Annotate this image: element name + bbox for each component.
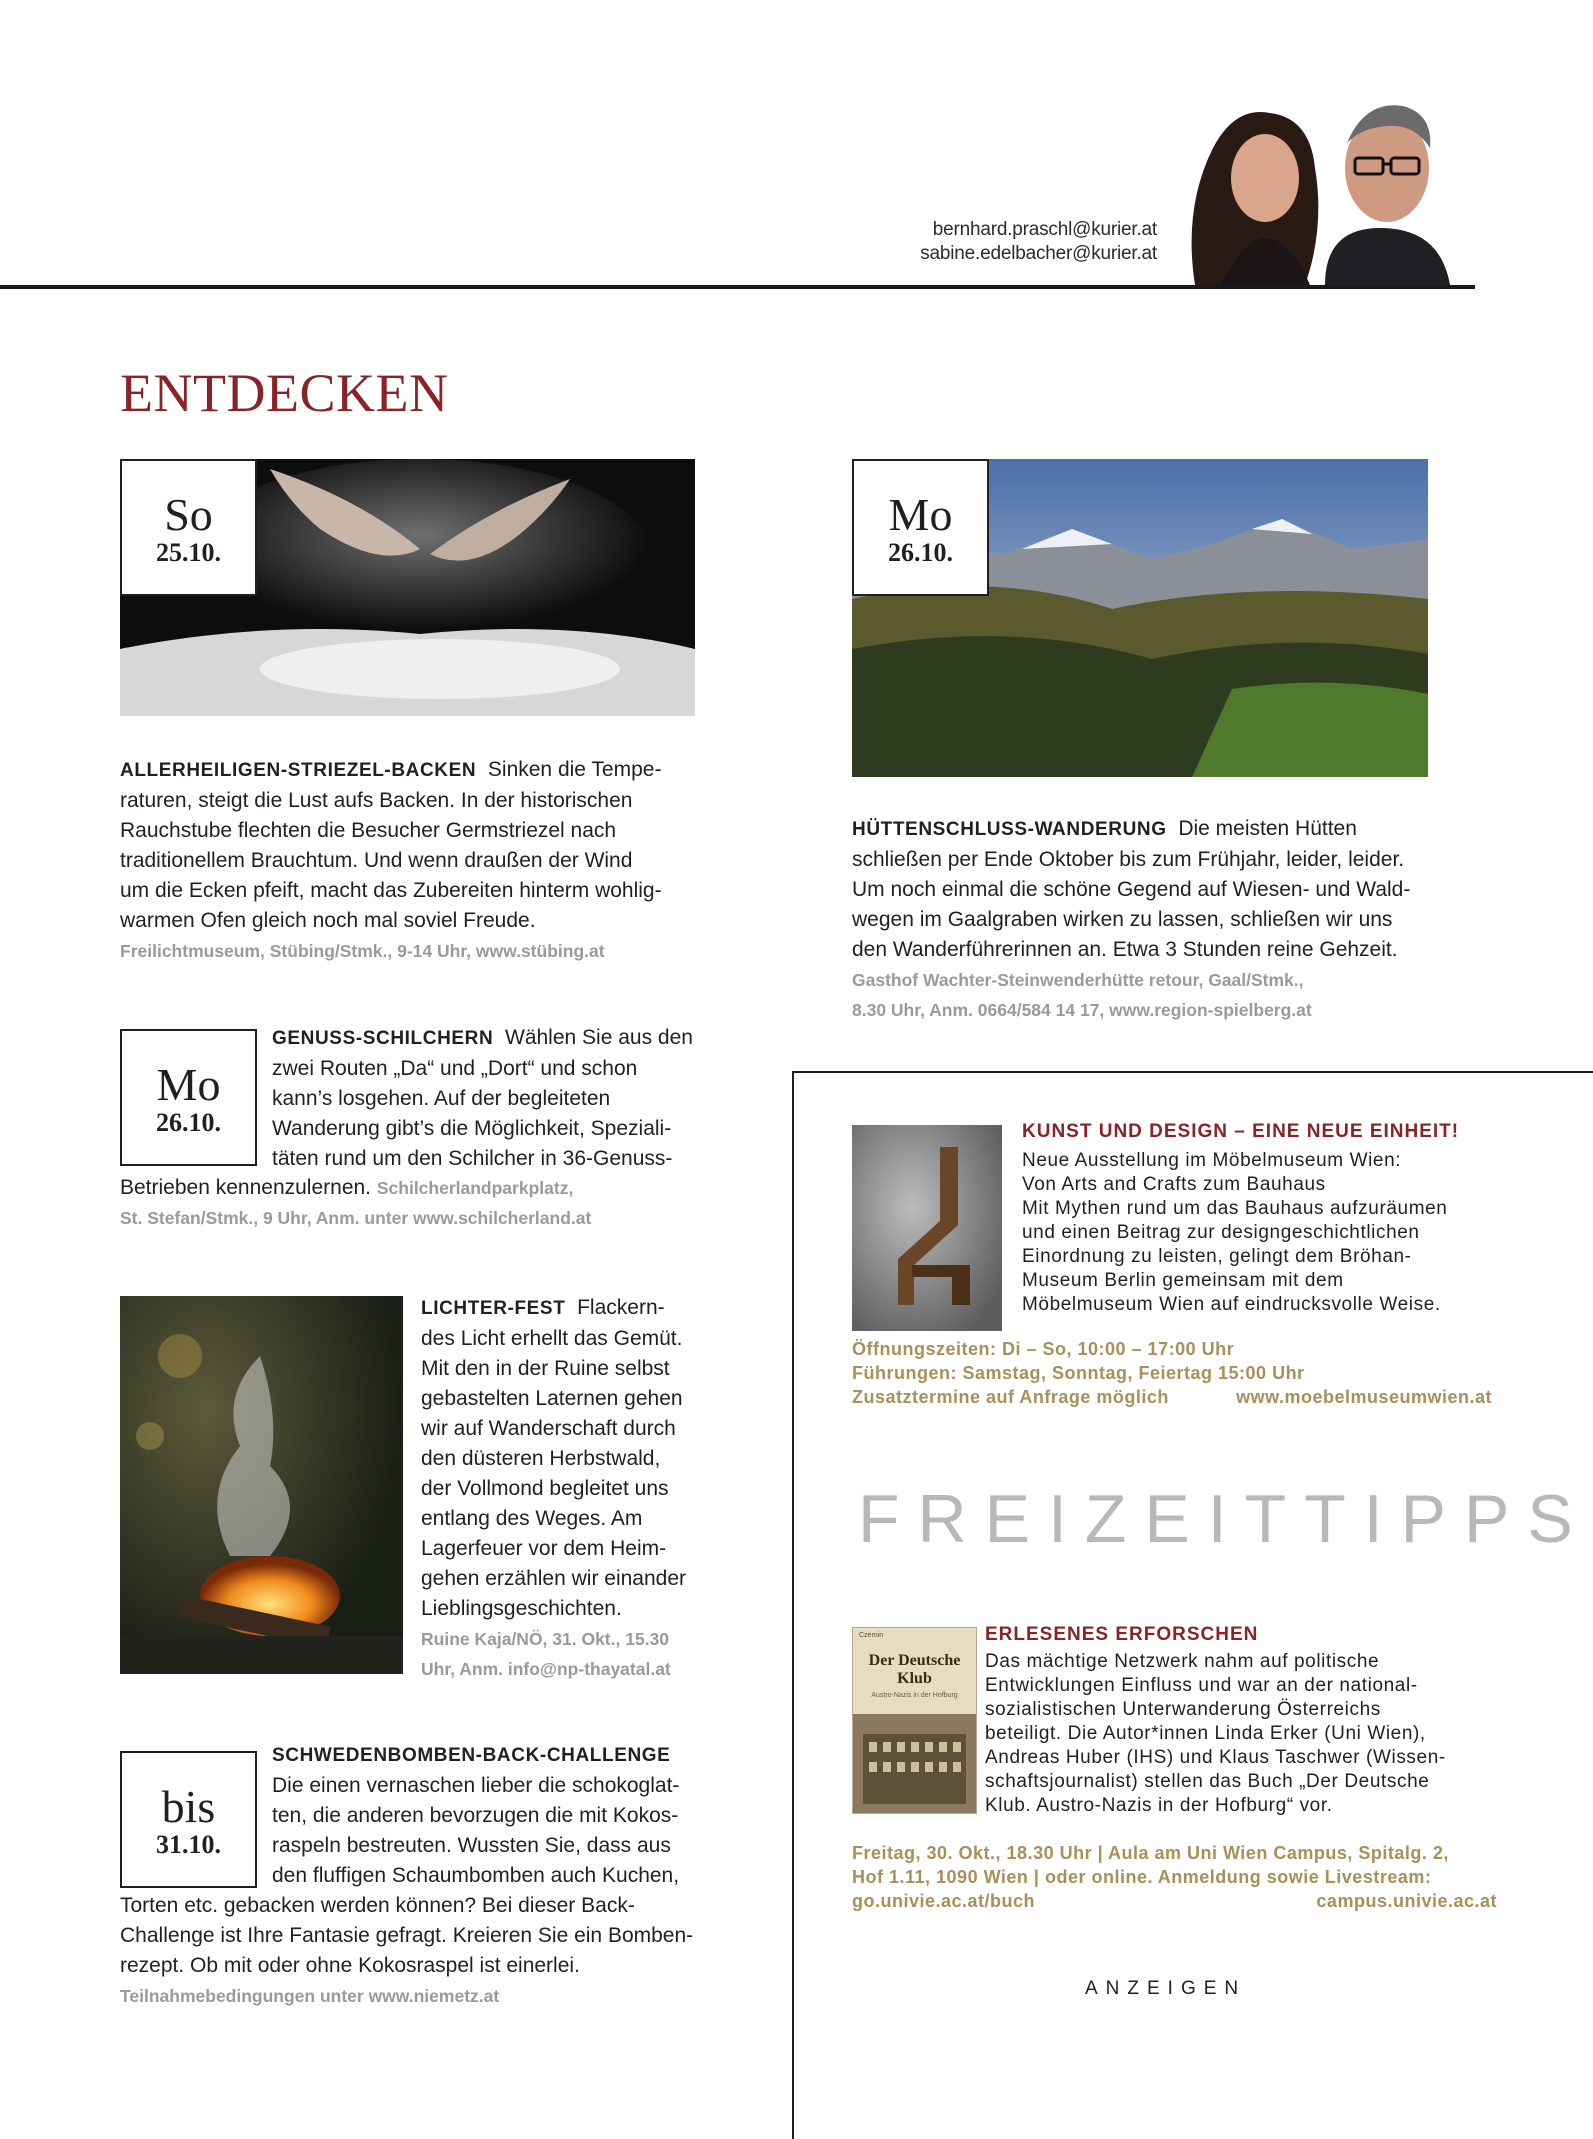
date-day: Mo	[888, 489, 953, 540]
email-praschl[interactable]: bernhard.praschl@kurier.at	[932, 219, 1157, 240]
article-meta: Ruine Kaja/NÖ, 31. Okt., 15.30	[421, 1629, 670, 1649]
anzeigen-label: ANZEIGEN	[1085, 1978, 1247, 1999]
article-meta: Gasthof Wachter-Steinwenderhütte retour, Gaal/Stmk.,	[852, 970, 1304, 990]
date-box-schwedenbomben	[120, 1751, 257, 1888]
ad-title: ERLESENES ERFORSCHEN	[985, 1624, 1259, 1645]
zig-zag-chair-photo	[852, 1125, 1002, 1331]
date-date: 26.10.	[888, 538, 953, 567]
ad-box-top-rule	[792, 1071, 1593, 1073]
article-lichter: LICHTER-FEST Flackern- des Licht erhellt das Gemüt. Mit den in der Ruine selbst gebastelten Laternen gehen wir auf Wanderschaft durch den düsteren Herbstwald, der Vollmond begleitet uns entlang des Weges. Am Lagerfeuer vor dem Heim- gehen erzählen wir einander Lieblingsgeschichten. Ruine Kaja/NÖ, 31. Okt., 15.30 Uhr, Anm. info@np-thayatal.at	[421, 1293, 721, 1684]
date-date: 26.10.	[156, 1108, 221, 1137]
date-day: Mo	[156, 1059, 221, 1110]
ad-kunst-meta: Öffnungszeiten: Di – So, 10:00 – 17:00 Uhr Führungen: Samstag, Sonntag, Feiertag 15:00 Uhr Zusatztermine auf Anfrage möglich www.moebelmuseumwien.at	[852, 1339, 1492, 1407]
article-kicker: LICHTER-FEST	[421, 1298, 566, 1319]
ad-text: Neue Ausstellung im Möbelmuseum Wien: Von Arts and Crafts zum Bauhaus Mit Mythen rund um das Bauhaus aufzuräumen und einen Beitrag zur designgeschichtlichen Einordnung zu leisten, gelingt dem Bröhan- Museum Berlin gemeinsam mit dem Möbelmuseum Wien auf eindrucksvolle Weise.	[1022, 1150, 1448, 1315]
campfire-photo	[120, 1296, 403, 1674]
date-box-huettenschluss	[852, 459, 989, 596]
article-schwedenbomben-tail: Torten etc. gebacken werden können? Bei dieser Back- Challenge ist Ihre Fantasie gefragt. Kreieren Sie ein Bomben- rezept. Ob mit oder ohne Kokosraspel ist einerlei. Teilnahmebedingungen unter www.niemetz.at	[120, 1891, 740, 2011]
book-publisher: Czernin	[859, 1632, 884, 1639]
date-box-striezel	[120, 459, 257, 596]
article-kicker: ALLERHEILIGEN-STRIEZEL-BACKEN	[120, 760, 477, 781]
date-day: So	[164, 489, 213, 540]
article-huettenschluss: HÜTTENSCHLUSS-WANDERUNG Die meisten Hütten schließen per Ende Oktober bis zum Frühjahr, leider, leider. Um noch einmal die schöne Gegend auf Wiesen- und Wald- wegen im Gaalgraben wirken zu lassen, schließen wir uns den Wanderführerinnen an. Etwa 3 Stunden reine Gehzeit. Gasthof Wachter-Steinwenderhütte retour, Gaal/Stmk., 8.30 Uhr, Anm. 0664/584 14 17, www.region-spielberg.at	[852, 814, 1452, 1025]
moebelmuseum-link[interactable]: www.moebelmuseumwien.at	[1236, 1387, 1492, 1407]
book-title: Der Deutsche Klub	[868, 1652, 961, 1687]
article-kicker: GENUSS-SCHILCHERN	[272, 1028, 494, 1049]
author-emails	[920, 218, 1157, 266]
article-meta: Freilichtmuseum, Stübing/Stmk., 9-14 Uhr, www.stübing.at	[120, 941, 605, 961]
univie-buch-link[interactable]: go.univie.ac.at/buch	[852, 1891, 1036, 1911]
article-striezel: ALLERHEILIGEN-STRIEZEL-BACKEN Sinken die Tempe- raturen, steigt die Lust aufs Backen. In der historischen Rauchstube flechten die Besucher Germstriezel nach traditionellem Brauchtum. Und wenn draußen der Wind um die Ecken pfeift, macht das Zubereiten hinterm wohlig- warmen Ofen gleich noch mal soviel Freude. Freilichtmuseum, Stübing/Stmk., 9-14 Uhr, www.stübing.at	[120, 755, 710, 966]
freizeittipps-title: FREIZEITTIPPS	[858, 1481, 1591, 1557]
author-portraits	[1175, 88, 1475, 285]
ad-text: Das mächtige Netzwerk nahm auf politische Entwicklungen Einfluss und war an der national- sozialistischen Unterwanderung Österreichs beteiligt. Die Autor*innen Linda Erker (Uni Wien), Andreas Huber (IHS) und Klaus Taschwer (Wissen- schaftsjournalist) stellen das Buch „Der Deutsche Klub. Austro-Nazis in der Hofburg“ vor.	[985, 1651, 1446, 1816]
ad-title: KUNST UND DESIGN – EINE NEUE EINHEIT!	[1022, 1121, 1460, 1142]
section-title: ENTDECKEN	[120, 363, 449, 423]
ad-box-left-rule	[792, 1071, 794, 2139]
article-schilchern: GENUSS-SCHILCHERN Wählen Sie aus den zwei Routen „Da“ und „Dort“ und schon kann’s losgehen. Auf der begleiteten Wanderung gibt’s die Möglichkeit, Speziali- täten rund um den Schilcher in 36-Genuss-	[272, 1026, 693, 1170]
book-cover	[852, 1627, 977, 1814]
date-day: bis	[161, 1781, 216, 1832]
book-subtitle: Austro-Nazis in der Hofburg	[871, 1692, 958, 1699]
univie-campus-link[interactable]: campus.univie.ac.at	[1316, 1891, 1497, 1911]
ad-buch	[985, 1624, 1495, 1818]
ad-buch-meta: Freitag, 30. Okt., 18.30 Uhr | Aula am Uni Wien Campus, Spitalg. 2, Hof 1.11, 1090 Wien | oder online. Anmeldung sowie Livestream: go.univie.ac.at/buch campus.univie.ac.at	[852, 1843, 1497, 1911]
article-kicker: SCHWEDENBOMBEN-BACK-CHALLENGE	[272, 1745, 671, 1766]
header-rule	[0, 285, 1475, 289]
date-date: 31.10.	[156, 1830, 221, 1859]
article-kicker: HÜTTENSCHLUSS-WANDERUNG	[852, 819, 1167, 840]
ad-kunst	[1022, 1121, 1492, 1317]
article-schwedenbomben: SCHWEDENBOMBEN-BACK-CHALLENGE Die einen vernaschen lieber die schokoglat- ten, die anderen bevorzugen die mit Kokos- raspeln bestreuten. Wussten Sie, dass aus den fluffigen Schaumbomben auch Kuchen,	[272, 1741, 722, 1891]
article-meta: Teilnahmebedingungen unter www.niemetz.at	[120, 1986, 500, 2006]
article-meta: St. Stefan/Stmk., 9 Uhr, Anm. unter www.schilcherland.at	[120, 1208, 592, 1228]
email-edelbacher[interactable]: sabine.edelbacher@kurier.at	[920, 243, 1157, 264]
date-date: 25.10.	[156, 538, 221, 567]
article-schilchern-tail: Betrieben kennenzulernen. Schilcherlandparkplatz, St. Stefan/Stmk., 9 Uhr, Anm. unter www.schilcherland.at	[120, 1173, 720, 1233]
date-box-schilchern	[120, 1029, 257, 1166]
